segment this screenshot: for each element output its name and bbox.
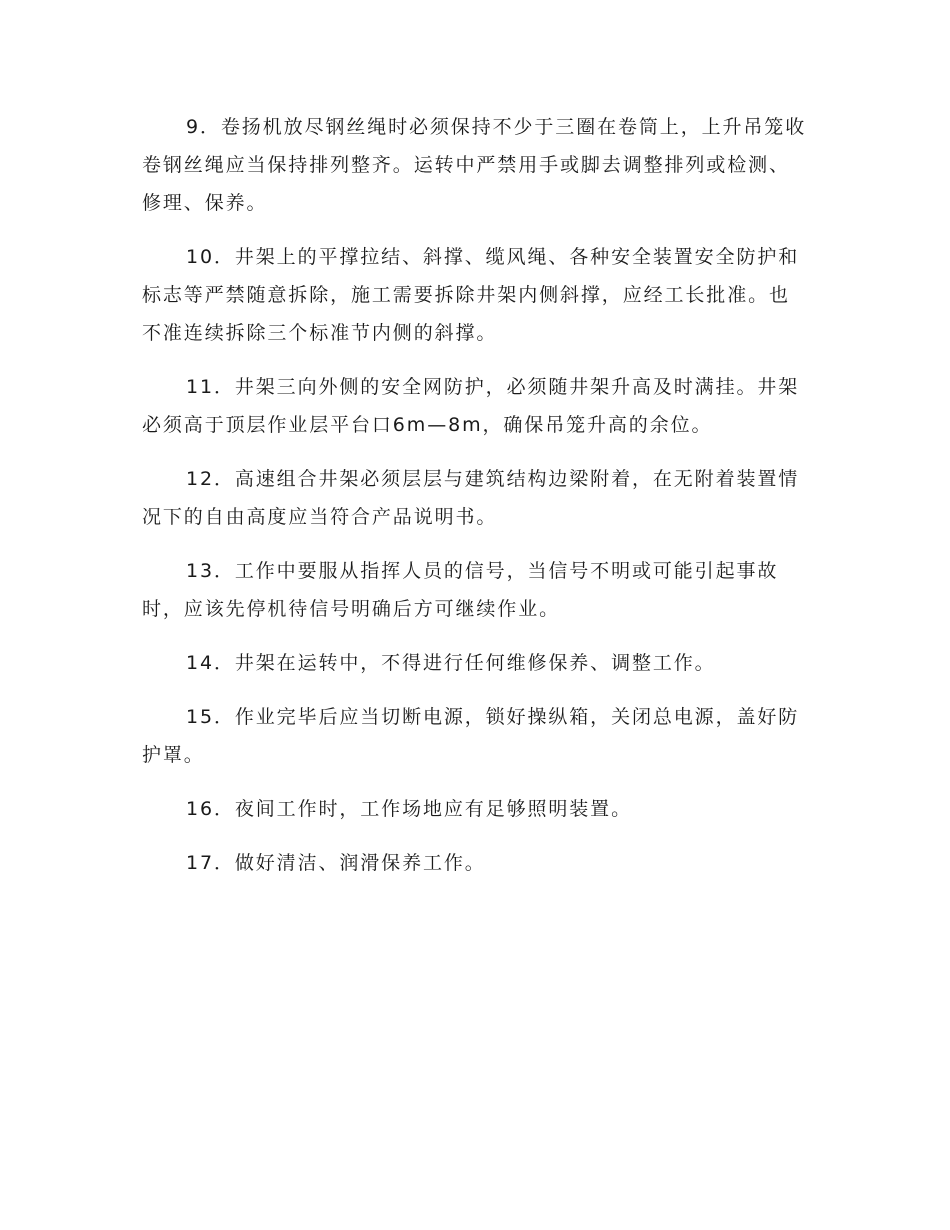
paragraph-item-10: 10．井架上的平撑拉结、斜撑、缆风绳、各种安全装置安全防护和标志等严禁随意拆除，施工需要拆除井架内侧斜撑，应经工长批准。也不准连续拆除三个标准节内侧的斜撑。	[142, 246, 800, 344]
paragraph-item-11: 11．井架三向外侧的安全网防护，必须随井架升高及时满挂。井架必须高于顶层作业层平台口6m—8m，确保吊笼升高的余位。	[142, 376, 800, 436]
paragraph-item-15: 15．作业完毕后应当切断电源，锁好操纵箱，关闭总电源，盖好防护罩。	[142, 706, 800, 766]
paragraph-item-14: 14．井架在运转中，不得进行任何维修保养、调整工作。	[186, 652, 716, 674]
paragraph-item-16: 16．夜间工作时，工作场地应有足够照明装置。	[186, 798, 632, 820]
paragraph-item-13: 13．工作中要服从指挥人员的信号，当信号不明或可能引起事故时，应该先停机待信号明确后方可继续作业。	[142, 560, 779, 620]
paragraph-item-9: 9．卷扬机放尽钢丝绳时必须保持不少于三圈在卷筒上，上升吊笼收卷钢丝绳应当保持排列整齐。运转中严禁用手或脚去调整排列或检测、修理、保养。	[142, 116, 807, 214]
paragraph-item-17: 17．做好清洁、润滑保养工作。	[186, 852, 486, 874]
paragraph-item-12: 12．高速组合井架必须层层与建筑结构边梁附着，在无附着装置情况下的自由高度应当符合产品说明书。	[142, 468, 800, 528]
document-body	[142, 108, 808, 898]
